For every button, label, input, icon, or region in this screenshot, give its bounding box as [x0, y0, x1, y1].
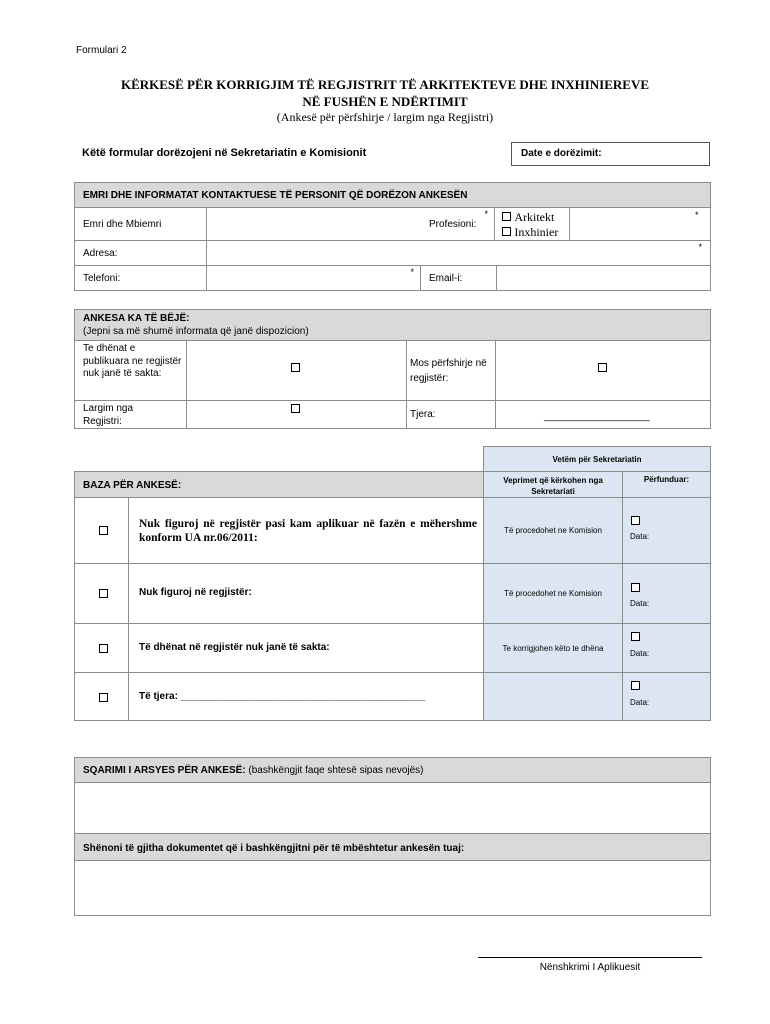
phone-label: Telefoni: [83, 273, 121, 284]
completed-date-2: Data: [630, 599, 650, 608]
completed-date-3: Data: [630, 649, 650, 658]
completed-checkbox-3[interactable] [631, 632, 640, 641]
address-input[interactable]: * [206, 241, 710, 265]
explanation-section [74, 757, 711, 916]
basis-checkbox-1[interactable] [99, 526, 108, 535]
signature-label: Nënshkrimi I Aplikuesit [539, 962, 641, 973]
contact-section [74, 182, 711, 291]
actions-header: Veprimet që kërkohen nga Sekretariati [483, 472, 623, 498]
page-title: KËRKESË PËR KORRIGJIM TË REGJISTRIT TË ARKITEKTEVE DHE INXHINIEREVE [120, 77, 650, 92]
address-label: Adresa: [83, 248, 118, 259]
basis-checkbox-2[interactable] [99, 589, 108, 598]
address-row [75, 241, 710, 266]
submit-note: Këtë formular dorëzojeni në Sekretariatin e Komisionit [82, 147, 367, 159]
basis-section [74, 471, 711, 721]
email-input[interactable] [496, 266, 710, 290]
completed-checkbox-1[interactable] [631, 516, 640, 525]
page-subtitle: (Ankesë për përfshirje / largim nga Regjistri) [276, 110, 494, 124]
option-engineer[interactable]: Inxhinier [502, 225, 558, 240]
completed-checkbox-4[interactable] [631, 681, 640, 690]
incorrect-data-label: Te dhënat e publikuara ne regjistër nuk janë të sakta: [83, 343, 182, 379]
basis-checkbox-3[interactable] [99, 644, 108, 653]
submission-date-field[interactable] [511, 142, 710, 166]
documents-textarea[interactable] [75, 861, 710, 915]
secretariat-only-header: Vetëm për Sekretariatin [483, 446, 711, 472]
page-title-line2: NË FUSHËN E NDËRTIMIT [302, 94, 468, 109]
form-number: Formulari 2 [76, 45, 127, 56]
basis-other-input[interactable]: Të tjera: ____________________________________________ [139, 691, 426, 702]
phone-row [75, 266, 710, 290]
name-label: Emri dhe Mbiemri [83, 219, 162, 230]
non-inclusion-checkbox[interactable] [598, 363, 607, 372]
non-inclusion-label: Mos përfshirje në regjistër: [410, 358, 487, 384]
removal-label: Largim nga Regjistri: [83, 403, 134, 427]
basis-checkbox-4[interactable] [99, 693, 108, 702]
completed-date-1: Data: [630, 532, 650, 541]
explanation-textarea[interactable] [75, 783, 710, 834]
complaint-type-header: ANKESA KA TË BËJË: (Jepni sa më shumë informata që janë dispozicion) [75, 310, 710, 341]
contact-section-header: EMRI DHE INFORMATAT KONTAKTUESE TË PERSONIT QË DORËZON ANKESËN [75, 183, 710, 208]
removal-checkbox[interactable] [291, 404, 300, 413]
phone-input[interactable]: * [206, 266, 421, 290]
basis-row [75, 673, 710, 720]
incorrect-data-checkbox[interactable] [291, 363, 300, 372]
completed-checkbox-2[interactable] [631, 583, 640, 592]
signature-line[interactable] [478, 957, 702, 958]
basis-row: Nuk figuroj në regjistër pasi kam aplikuar në fazën e mëhershme konform UA nr.06/2011: Të procedohet ne Komision Data: [75, 498, 710, 564]
name-input[interactable]: * [206, 208, 495, 240]
complaint-type-section [74, 309, 711, 429]
documents-header: Shënoni të gjitha dokumentet që i bashkëngjitni për të mbështetur ankesën tuaj: [75, 834, 710, 861]
name-row: Emri dhe Mbiemri * Profesioni: Arkitekt Inxhinier * [75, 208, 710, 241]
explanation-header: SQARIMI I ARSYES PËR ANKESË: (bashkëngjit faqe shtesë sipas nevojës) [75, 758, 710, 783]
other-input[interactable]: ___________________ [495, 401, 710, 428]
basis-row: Nuk figuroj në regjistër: Të procedohet ne Komision Data: [75, 564, 710, 624]
email-label: Email-i: [429, 273, 463, 284]
completed-header: Përfunduar: [623, 472, 710, 498]
other-label: Tjera: [410, 409, 436, 420]
basis-row: Të dhënat në regjistër nuk janë të sakta: Te korrigjohen këto te dhëna Data: [75, 624, 710, 673]
engineer-checkbox[interactable] [502, 227, 511, 236]
profession-label: Profesioni: [429, 219, 477, 230]
basis-header: BAZA PËR ANKESË: [75, 472, 483, 498]
date-label: Date e dorëzimit: [521, 148, 602, 159]
option-architect[interactable]: Arkitekt [502, 210, 554, 225]
architect-checkbox[interactable] [502, 212, 511, 221]
completed-date-4: Data: [630, 698, 650, 707]
